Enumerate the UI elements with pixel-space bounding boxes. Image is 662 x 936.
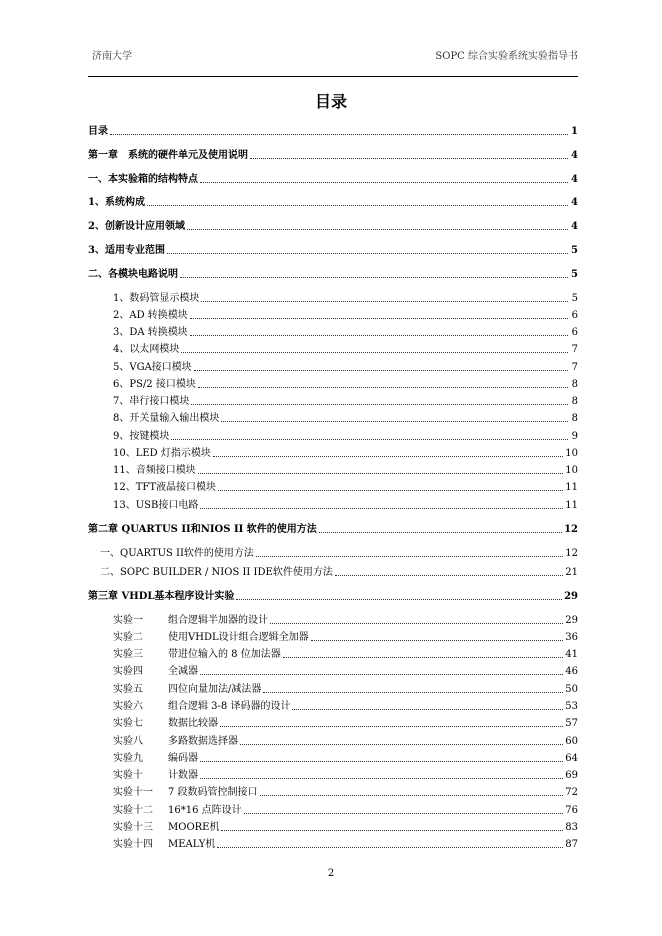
toc-entry[interactable] xyxy=(88,801,578,817)
toc-entry-code: 实验五 xyxy=(113,684,143,695)
page-number: 2 xyxy=(327,868,335,879)
toc-entry-title: 10、LED 灯指示模块 xyxy=(113,448,211,459)
toc-entry-title: 6、PS/2 接口模块 xyxy=(113,379,196,390)
toc-entry[interactable] xyxy=(88,358,578,374)
toc-entry-title: 16*16 点阵设计 xyxy=(168,805,242,816)
toc-entry-title: 目录 xyxy=(88,126,108,137)
toc-entry[interactable] xyxy=(88,520,578,536)
toc-entry[interactable] xyxy=(88,193,578,209)
toc-entry-page: 69 xyxy=(565,770,578,781)
toc-entry-page: 9 xyxy=(571,431,578,442)
toc-entry-page: 5 xyxy=(571,245,578,256)
toc-entry[interactable] xyxy=(88,170,578,186)
toc-entry-title: MOORE机 xyxy=(168,822,220,833)
toc-entry-title: 二、SOPC BUILDER / NIOS II IDE软件使用方法 xyxy=(100,567,333,578)
toc-entry[interactable] xyxy=(88,783,578,799)
toc-entry-page: 53 xyxy=(565,701,578,712)
toc-entry-page: 10 xyxy=(565,448,578,459)
toc-entry-page: 60 xyxy=(565,736,578,747)
toc-entry-title: 2、AD 转换模块 xyxy=(113,310,188,321)
toc-entry-code: 实验十三 xyxy=(113,822,153,833)
header-rule xyxy=(88,76,578,77)
toc-entry-title: 2、创新设计应用领域 xyxy=(88,221,185,232)
toc-entry[interactable] xyxy=(88,662,578,678)
toc-entry-code: 实验三 xyxy=(113,649,143,660)
toc-entry-page: 41 xyxy=(565,649,578,660)
header-school: 济南大学 xyxy=(92,51,132,62)
toc-entry[interactable] xyxy=(88,323,578,339)
toc-entry[interactable] xyxy=(88,444,578,460)
toc-entry-title: 第二章 QUARTUS II和NIOS II 软件的使用方法 xyxy=(88,524,317,535)
toc-entry-page: 4 xyxy=(571,221,578,232)
toc-entry-code: 实验九 xyxy=(113,753,143,764)
toc-entry[interactable] xyxy=(88,461,578,477)
toc-entry[interactable] xyxy=(88,544,578,560)
toc-entry-page: 76 xyxy=(565,805,578,816)
toc-entry[interactable] xyxy=(88,714,578,730)
toc-entry-page: 8 xyxy=(571,379,578,390)
toc-entry-title: MEALY机 xyxy=(168,839,216,850)
toc-entry-code: 实验六 xyxy=(113,701,143,712)
toc-entry-title: 一、QUARTUS II软件的使用方法 xyxy=(100,548,254,559)
toc-entry-page: 5 xyxy=(571,293,578,304)
toc-entry[interactable] xyxy=(88,749,578,765)
toc-entry-page: 1 xyxy=(571,126,578,137)
toc-entry-title: 13、USB接口电路 xyxy=(113,500,199,511)
toc-entry-page: 83 xyxy=(565,822,578,833)
toc-entry-code: 实验十四 xyxy=(113,839,153,850)
toc-entry-title: 数据比较器 xyxy=(168,718,218,729)
toc-entry-page: 7 xyxy=(571,344,578,355)
toc-entry-code: 实验四 xyxy=(113,666,143,677)
toc-entry-code: 实验十一 xyxy=(113,787,153,798)
toc-entry-page: 64 xyxy=(565,753,578,764)
toc-entry-code: 实验十二 xyxy=(113,805,153,816)
toc-entry-title: 12、TFT液晶接口模块 xyxy=(113,482,217,493)
toc-entry[interactable] xyxy=(88,427,578,443)
toc-entry-title: 多路数据选择器 xyxy=(168,736,238,747)
toc-entry-page: 46 xyxy=(565,666,578,677)
toc-entry-title: 8、开关量输入输出模块 xyxy=(113,413,220,424)
toc-entry-page: 29 xyxy=(564,591,578,602)
toc-entry-page: 10 xyxy=(565,465,578,476)
toc-entry-page: 87 xyxy=(565,839,578,850)
toc-entry-title: 第一章 系统的硬件单元及使用说明 xyxy=(88,150,248,161)
toc-entry-page: 12 xyxy=(565,548,578,559)
toc-entry-page: 6 xyxy=(571,327,578,338)
toc-entry[interactable] xyxy=(88,680,578,696)
toc-entry-title: 3、适用专业范围 xyxy=(88,245,165,256)
toc-entry-page: 36 xyxy=(565,632,578,643)
toc-entry-page: 50 xyxy=(565,684,578,695)
toc-entry-page: 29 xyxy=(565,615,578,626)
toc-entry-page: 8 xyxy=(571,413,578,424)
toc-entry[interactable] xyxy=(88,587,578,603)
toc-entry[interactable] xyxy=(88,611,578,627)
toc-entry-title: 7、串行接口模块 xyxy=(113,396,190,407)
toc-entry-title: 4、以太网模块 xyxy=(113,344,180,355)
toc-entry[interactable] xyxy=(88,563,578,579)
toc-entry-title: 11、音频接口模块 xyxy=(113,465,196,476)
toc-entry-title: 带进位输入的 8 位加法器 xyxy=(168,649,281,660)
toc-entry[interactable] xyxy=(88,697,578,713)
toc-entry-title: 7 段数码管控制接口 xyxy=(168,787,258,798)
toc-entry[interactable] xyxy=(88,241,578,257)
toc-entry-code: 实验十 xyxy=(113,770,143,781)
toc-entry[interactable] xyxy=(88,409,578,425)
toc-entry[interactable] xyxy=(88,496,578,512)
toc-entry[interactable] xyxy=(88,306,578,322)
toc-entry[interactable] xyxy=(88,766,578,782)
toc-entry-title: 1、系统构成 xyxy=(88,197,145,208)
toc-entry-page: 6 xyxy=(571,310,578,321)
toc-entry-title: 四位向量加法/减法器 xyxy=(168,684,262,695)
toc-entry-code: 实验七 xyxy=(113,718,143,729)
toc-entry-code: 实验二 xyxy=(113,632,143,643)
toc-entry-page: 4 xyxy=(571,174,578,185)
toc-entry-page: 7 xyxy=(571,362,578,373)
toc-entry-page: 11 xyxy=(565,482,578,493)
toc-entry-title: 5、VGA接口模块 xyxy=(113,362,192,373)
toc-entry-title: 使用VHDL设计组合逻辑全加器 xyxy=(168,632,309,643)
toc-entry-code: 实验八 xyxy=(113,736,143,747)
toc-entry[interactable] xyxy=(88,340,578,356)
toc-entry[interactable] xyxy=(88,289,578,305)
toc-entry-title: 1、数码管显示模块 xyxy=(113,293,200,304)
toc-entry-page: 4 xyxy=(571,150,578,161)
toc-entry-title: 一、本实验箱的结构特点 xyxy=(88,174,198,185)
toc-entry-title: 编码器 xyxy=(168,753,198,764)
toc-entry-title: 全减器 xyxy=(168,666,198,677)
toc-entry[interactable] xyxy=(88,732,578,748)
toc-entry-title: 计数器 xyxy=(168,770,198,781)
toc-entry[interactable] xyxy=(88,645,578,661)
toc-entry-page: 11 xyxy=(565,500,578,511)
toc-entry[interactable] xyxy=(88,122,578,138)
toc-entry-page: 5 xyxy=(571,269,578,280)
header-book-title: SOPC 综合实验系统实验指导书 xyxy=(435,51,578,62)
toc-entry[interactable] xyxy=(88,265,578,281)
toc-entry-title: 组合逻辑半加器的设计 xyxy=(168,615,268,626)
toc-entry[interactable] xyxy=(88,835,578,851)
toc-entry-title: 组合逻辑 3-8 译码器的设计 xyxy=(168,701,291,712)
toc-entry[interactable] xyxy=(88,628,578,644)
toc-entry-page: 21 xyxy=(565,567,578,578)
toc-entry[interactable] xyxy=(88,478,578,494)
toc-entry[interactable] xyxy=(88,392,578,408)
page-title: 目录 xyxy=(314,92,347,111)
toc-entry-title: 第三章 VHDL基本程序设计实验 xyxy=(88,591,235,602)
toc-entry-page: 4 xyxy=(571,197,578,208)
toc-entry-page: 72 xyxy=(565,787,578,798)
toc-entry[interactable] xyxy=(88,818,578,834)
toc-entry-page: 12 xyxy=(564,524,578,535)
toc-entry[interactable] xyxy=(88,375,578,391)
toc-entry[interactable] xyxy=(88,217,578,233)
toc-entry[interactable] xyxy=(88,146,578,162)
toc-entry-page: 8 xyxy=(571,396,578,407)
toc-entry-title: 3、DA 转换模块 xyxy=(113,327,188,338)
toc-entry-code: 实验一 xyxy=(113,615,143,626)
toc-entry-title: 二、各模块电路说明 xyxy=(88,269,178,280)
toc-entry-page: 57 xyxy=(565,718,578,729)
toc-entry-title: 9、按键模块 xyxy=(113,431,170,442)
